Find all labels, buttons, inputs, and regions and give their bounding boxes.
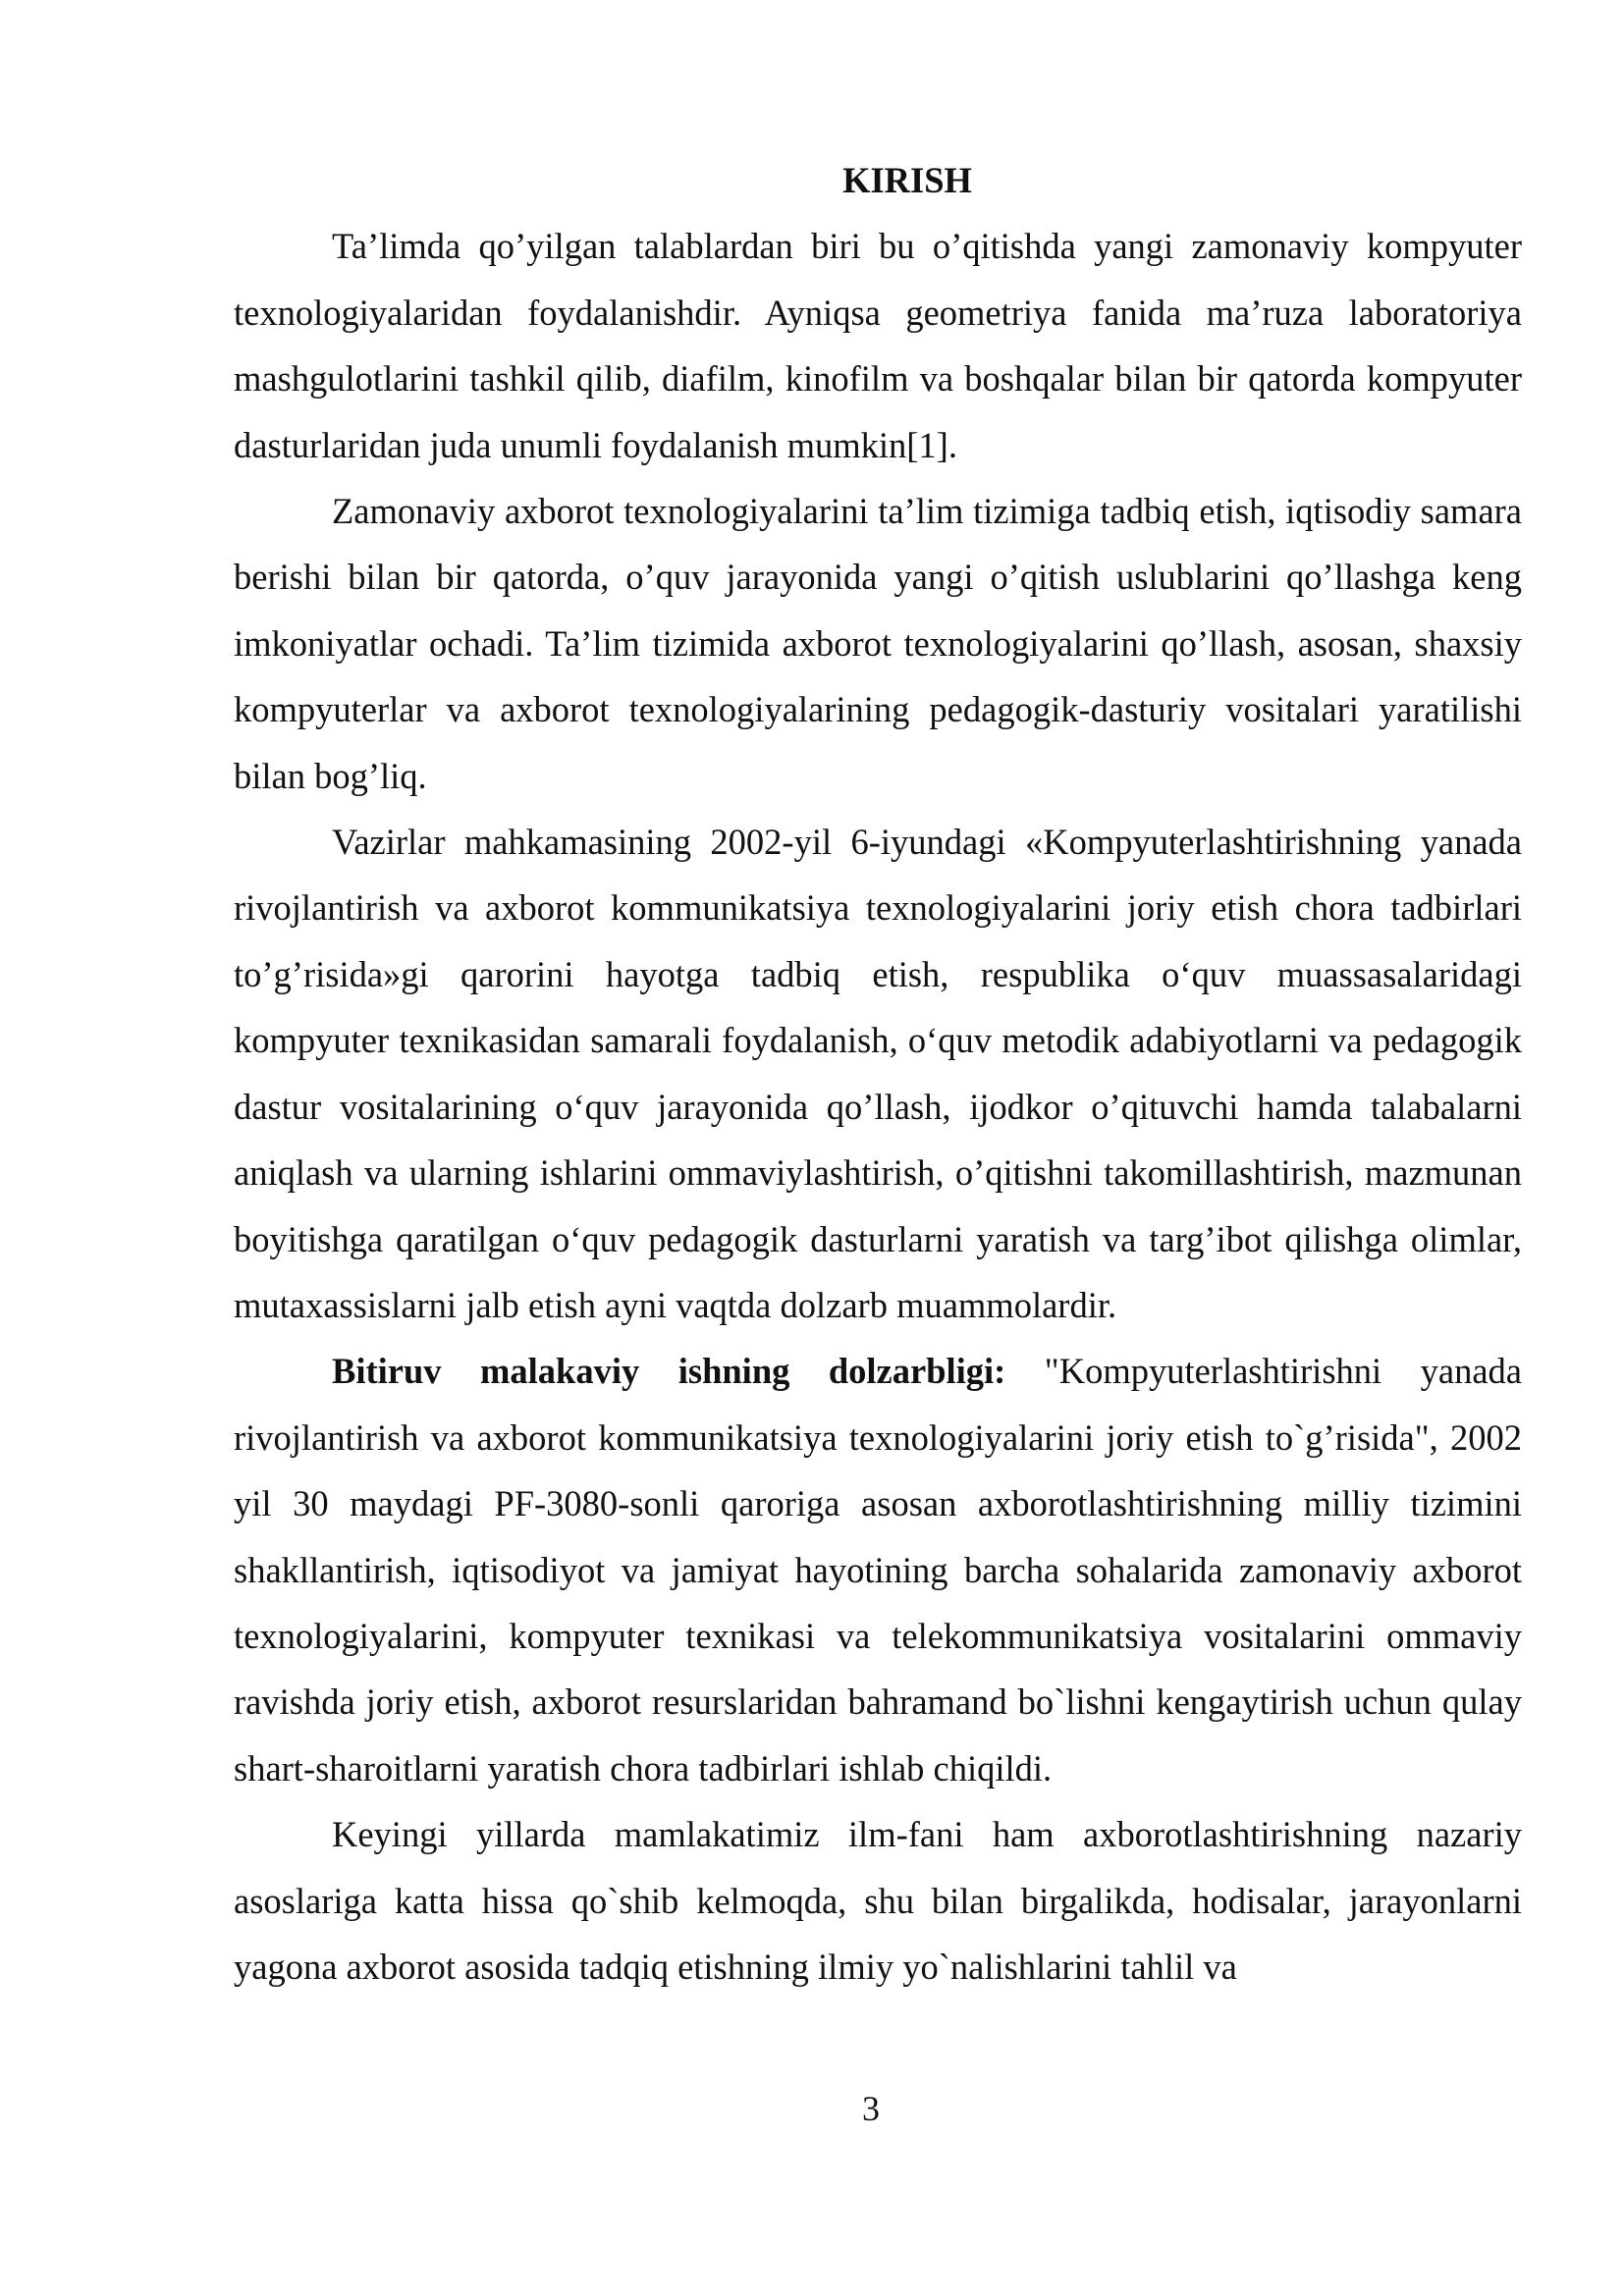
document-body [234, 147, 1522, 2000]
paragraph-4-text: "Kompyuterlashtirishni yanada rivojlantirish va axborot kommunikatsiya texnologiyalarini joriy etish to`g’risida", 2002 yil 30 maydagi PF-3080-sonli qaroriga asosan axborotlashtirishning milliy tizimini shakllantirish, iqtisodiyot va jamiyat hayotining barcha sohalarida zamonaviy axborot texnologiyalarini, kompyuter texnikasi va telekommunikatsiya vositalarini ommaviy ravishda joriy etish, axborot resurslaridan bahramand bo`lishni kengaytirish uchun qulay shart-sharoitlarni yaratish chora tadbirlari ishlab chiqildi. [234, 1351, 1523, 1789]
paragraph-1 [234, 213, 1522, 478]
paragraph-5-text: Keyingi yillarda mamlakatimiz ilm-fani ham axborotlashtirishning nazariy asoslariga katta hissa qo`shib kelmoqda, shu bilan birgalikda, hodisalar, jarayonlarni yagona axborot asosida tadqiq etishning ilmiy yo`nalishlarini tahlil va [234, 1814, 1522, 1987]
paragraph-2-text: Zamonaviy axborot texnologiyalarini ta’lim tizimiga tadbiq etish, iqtisodiy samara berishi bilan bir qatorda, o’quv jarayonida yangi o’qitish uslublarini qo’llashga keng imkoniyatlar ochadi. Ta’lim tizimida axborot texnologiyalarini qo’llash, asosan, shaxsiy kompyuterlar va axborot texnologiyalarining pedagogik-dasturiy vositalari yaratilishi bilan bog’liq. [234, 491, 1522, 796]
paragraph-5 [234, 1801, 1522, 2000]
page-number: 3 [862, 2089, 880, 2128]
section-title: KIRISH [842, 160, 972, 200]
paragraph-4 [234, 1338, 1522, 1801]
paragraph-3-text: Vazirlar mahkamasining 2002-yil 6-iyundagi «Kompyuterlashtirishning yanada rivojlantirish va axborot kommunikatsiya texnologiyalarini joriy etish chora tadbirlari to’g’risida»gi qarorini hayotga tadbiq etish, respublika o‘quv muassasalaridagi kompyuter texnikasidan samarali foydalanish, o‘quv metodik adabiyotlarni va pedagogik dastur vositalarining o‘quv jarayonida qo’llash, ijodkor o’qituvchi hamda talabalarni aniqlash va ularning ishlarini ommaviylashtirish, o’qitishni takomillashtirish, mazmunan boyitishga qaratilgan o‘quv pedagogik dasturlarni yaratish va targ’ibot qilishga olimlar, mutaxassislarni jalb etish ayni vaqtda dolzarb muammolardir. [234, 822, 1522, 1325]
paragraph-3 [234, 809, 1522, 1338]
paragraph-1-text: Ta’limda qo’yilgan talablardan biri bu o’qitishda yangi zamonaviy kompyuter texnologiyalaridan foydalanishdir. Ayniqsa geometriya fanida ma’ruza laboratoriya mashgulotlarini tashkil qilib, diafilm, kinofilm va boshqalar bilan bir qatorda kompyuter dasturlaridan juda unumli foydalanish mumkin[1]. [234, 226, 1522, 465]
paragraph-2 [234, 478, 1522, 809]
paragraph-4-lead: Bitiruv malakaviy ishning dolzarbligi: [332, 1351, 1006, 1392]
